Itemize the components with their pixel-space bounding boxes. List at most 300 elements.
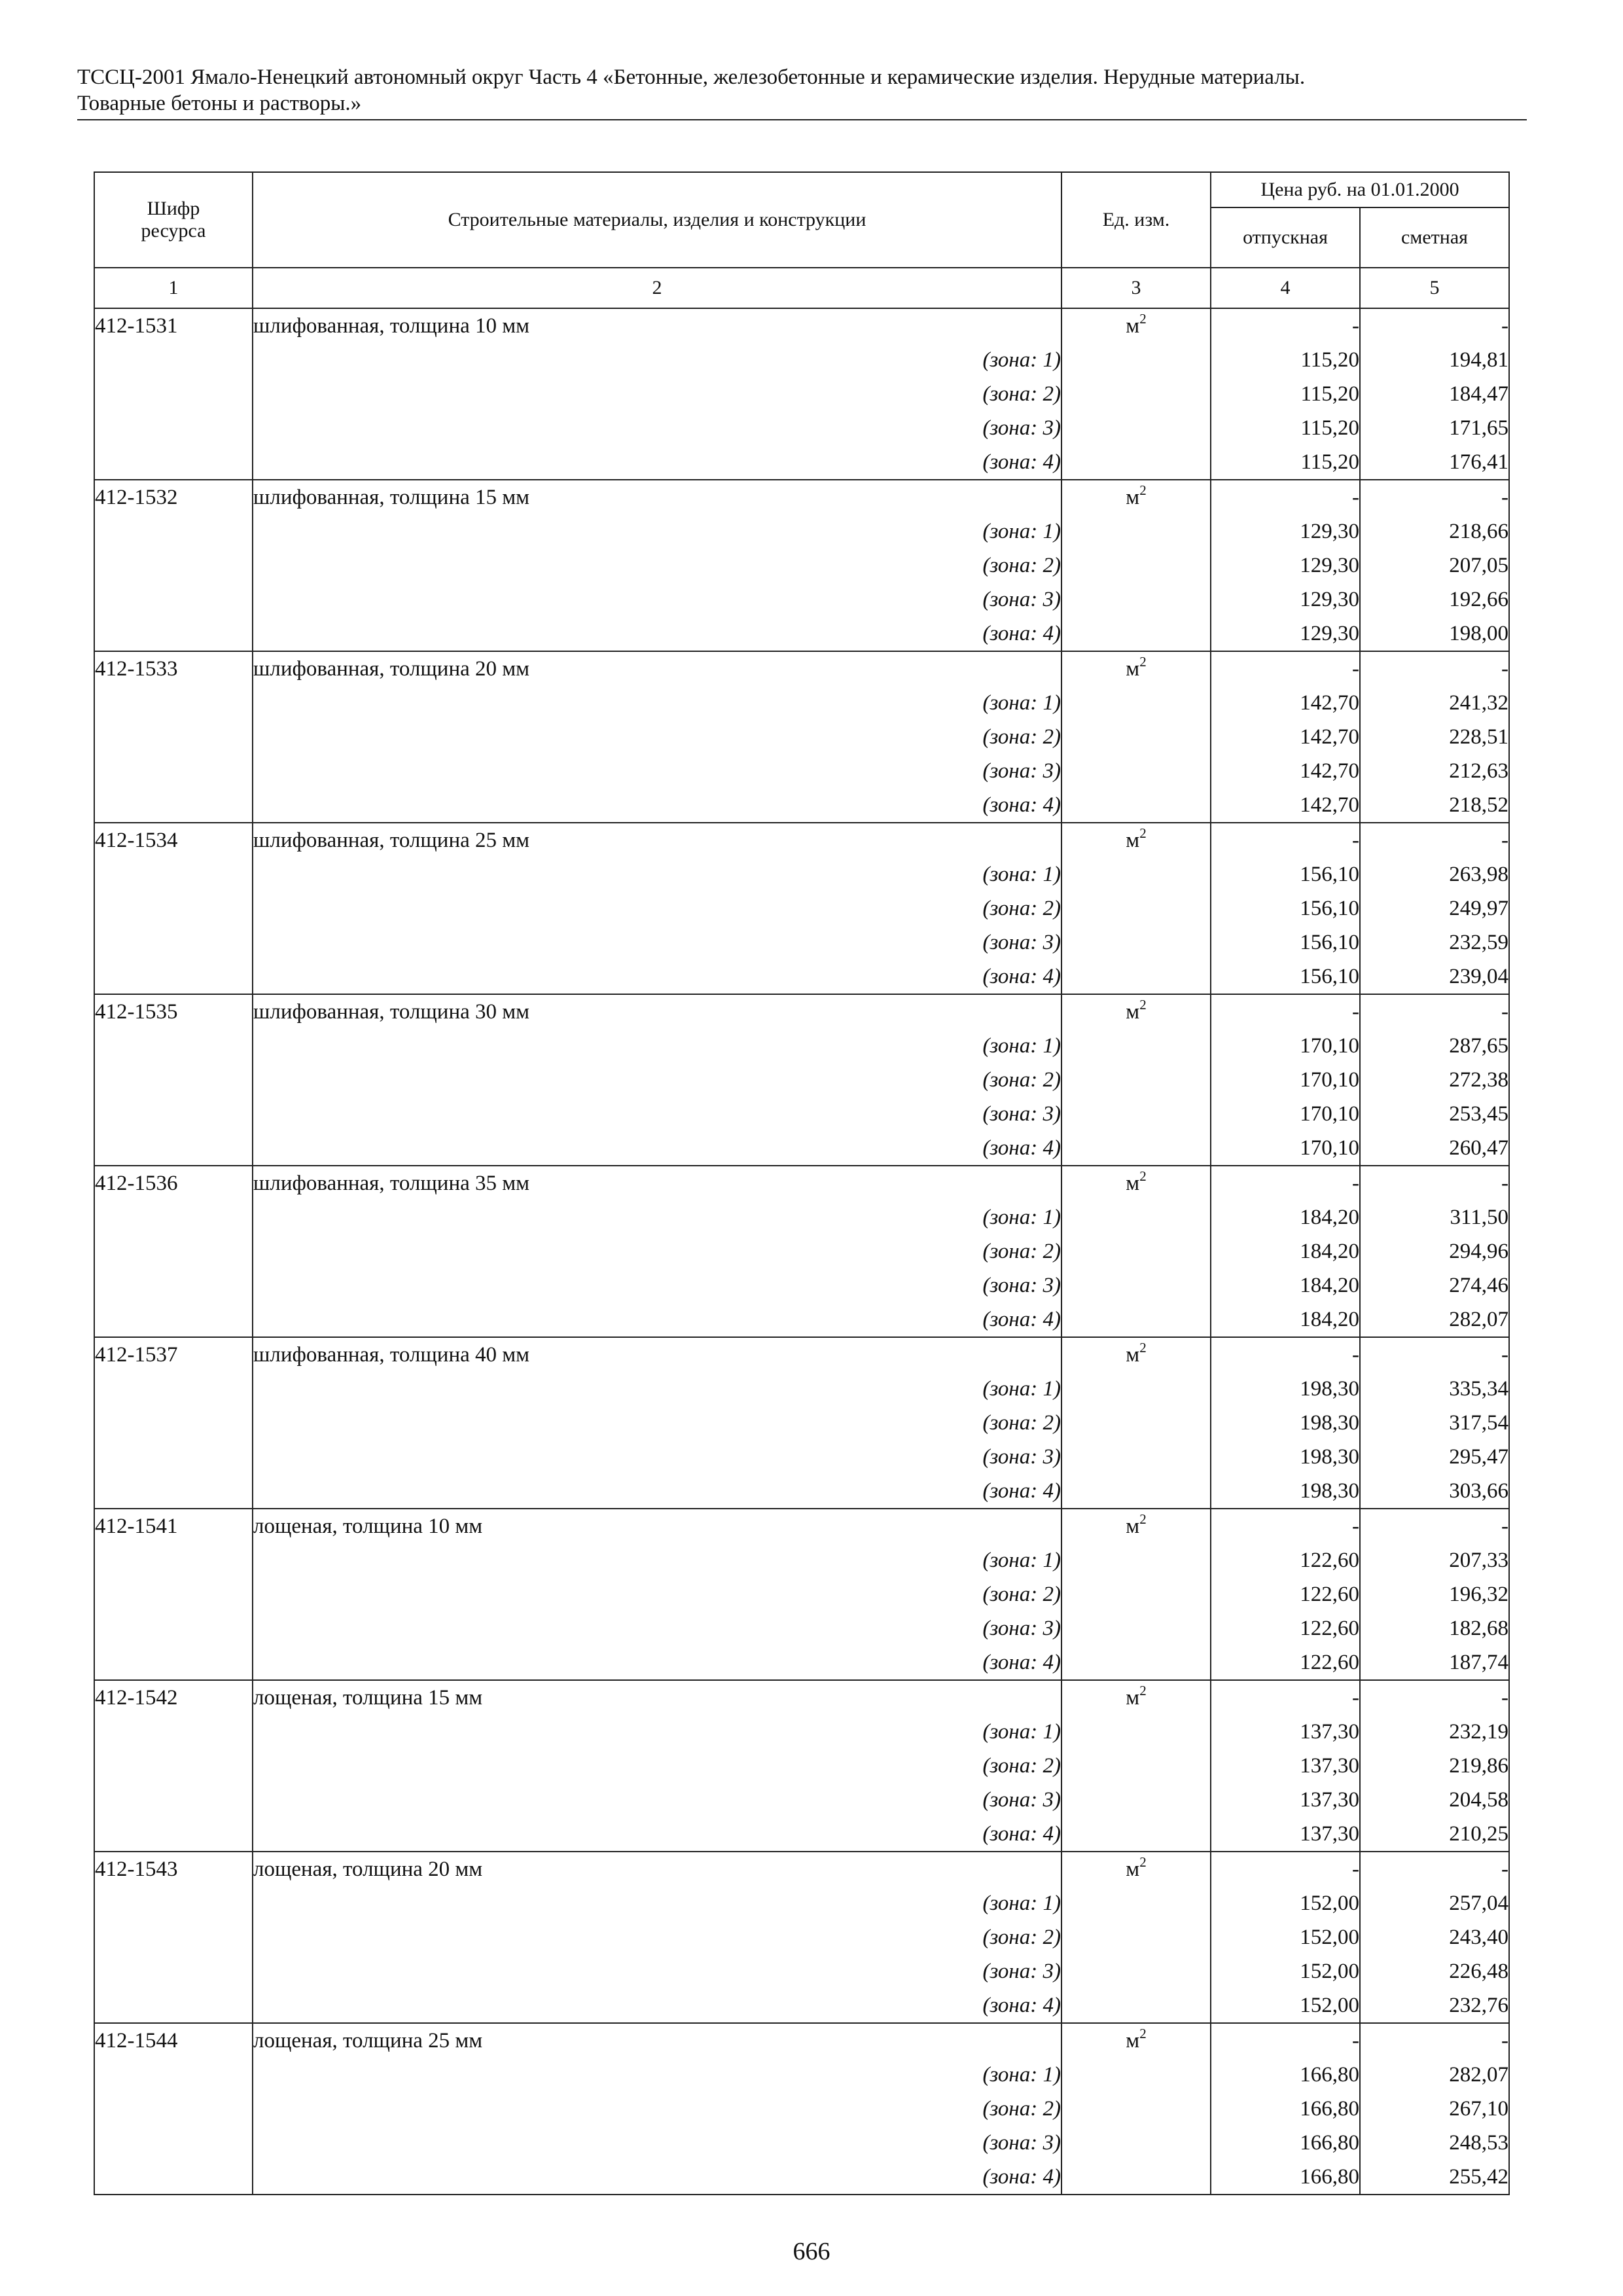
zone-label: (зона: 3) (253, 754, 1061, 788)
estimate-price: 232,19 (1360, 1715, 1509, 1749)
release-price: 184,20 (1211, 1302, 1360, 1337)
resource-code: 412-1533 (94, 651, 253, 686)
estimate-price: 257,04 (1360, 1886, 1509, 1920)
zone-label: (зона: 4) (253, 1131, 1061, 1166)
release-price: 115,20 (1211, 343, 1360, 377)
empty-cell (1061, 754, 1211, 788)
estimate-price: 303,66 (1360, 1474, 1509, 1509)
estimate-price: 260,47 (1360, 1131, 1509, 1166)
zone-row (94, 1234, 1509, 1268)
zone-row (94, 1954, 1509, 1988)
col-number: 1 (94, 268, 253, 308)
release-price: 122,60 (1211, 1577, 1360, 1611)
estimate-price: 196,32 (1360, 1577, 1509, 1611)
empty-cell (94, 686, 253, 720)
empty-cell (94, 1783, 253, 1817)
zone-label: (зона: 2) (253, 2092, 1061, 2126)
empty-cell (94, 1920, 253, 1954)
header-line-2: Товарные бетоны и растворы.» (77, 92, 362, 115)
empty-cell (1061, 788, 1211, 823)
zone-row (94, 2058, 1509, 2092)
empty-cell (1061, 960, 1211, 994)
empty-cell (94, 1372, 253, 1406)
zone-label: (зона: 3) (253, 1097, 1061, 1131)
empty-cell (94, 617, 253, 651)
page-number: 666 (793, 2238, 830, 2265)
release-price: 152,00 (1211, 1920, 1360, 1954)
estimate-price: 267,10 (1360, 2092, 1509, 2126)
release-price: - (1211, 1852, 1360, 1886)
zone-row (94, 1302, 1509, 1337)
zone-row (94, 1406, 1509, 1440)
estimate-price: - (1360, 1509, 1509, 1543)
zone-label: (зона: 2) (253, 891, 1061, 925)
zone-label: (зона: 1) (253, 2058, 1061, 2092)
empty-cell (1061, 2126, 1211, 2160)
zone-row (94, 1988, 1509, 2023)
estimate-price: - (1360, 308, 1509, 343)
table-row (94, 994, 1509, 1029)
material-name: шлифованная, толщина 35 мм (253, 1166, 1061, 1200)
zone-row (94, 1063, 1509, 1097)
zone-label: (зона: 1) (253, 686, 1061, 720)
zone-label: (зона: 4) (253, 445, 1061, 480)
table-row (94, 1680, 1509, 1715)
empty-cell (1061, 1200, 1211, 1234)
release-price: 166,80 (1211, 2126, 1360, 2160)
empty-cell (1061, 1817, 1211, 1852)
unit-text: м (1126, 657, 1140, 681)
empty-cell (94, 445, 253, 480)
empty-cell (94, 1988, 253, 2023)
empty-cell (94, 925, 253, 960)
zone-label: (зона: 2) (253, 1234, 1061, 1268)
zone-row (94, 1611, 1509, 1645)
estimate-price: 218,66 (1360, 514, 1509, 548)
zone-row (94, 925, 1509, 960)
empty-cell (1061, 514, 1211, 548)
zone-label: (зона: 1) (253, 343, 1061, 377)
zone-row (94, 548, 1509, 583)
release-price: 170,10 (1211, 1131, 1360, 1166)
release-price: 129,30 (1211, 617, 1360, 651)
unit-text: м (1126, 314, 1140, 338)
empty-cell (1061, 1029, 1211, 1063)
col-number: 2 (253, 268, 1061, 308)
zone-row (94, 686, 1509, 720)
estimate-price: - (1360, 1337, 1509, 1372)
estimate-price: 219,86 (1360, 1749, 1509, 1783)
zone-row (94, 1577, 1509, 1611)
estimate-price: 182,68 (1360, 1611, 1509, 1645)
estimate-price: 248,53 (1360, 2126, 1509, 2160)
zone-label: (зона: 1) (253, 514, 1061, 548)
zone-row (94, 2160, 1509, 2195)
empty-cell (94, 1645, 253, 1680)
release-price: 170,10 (1211, 1097, 1360, 1131)
zone-row (94, 1645, 1509, 1680)
zone-label: (зона: 4) (253, 960, 1061, 994)
release-price: 137,30 (1211, 1817, 1360, 1852)
zone-row (94, 445, 1509, 480)
empty-cell (1061, 343, 1211, 377)
empty-cell (1061, 1543, 1211, 1577)
empty-cell (1061, 1372, 1211, 1406)
empty-cell (1061, 1268, 1211, 1302)
table-body (94, 308, 1509, 2195)
release-price: 122,60 (1211, 1611, 1360, 1645)
estimate-price: 171,65 (1360, 411, 1509, 445)
zone-row (94, 583, 1509, 617)
unit-cell (1061, 2023, 1211, 2058)
empty-cell (1061, 1783, 1211, 1817)
material-name: лощеная, толщина 10 мм (253, 1509, 1061, 1543)
page-header (77, 64, 1527, 120)
estimate-price: 241,32 (1360, 686, 1509, 720)
unit-superscript: 2 (1139, 1854, 1147, 1870)
estimate-price: - (1360, 1680, 1509, 1715)
release-price: 198,30 (1211, 1474, 1360, 1509)
empty-cell (1061, 411, 1211, 445)
material-name: шлифованная, толщина 30 мм (253, 994, 1061, 1029)
empty-cell (1061, 548, 1211, 583)
empty-cell (94, 857, 253, 891)
col-header-estimate: сметная (1360, 207, 1509, 268)
empty-cell (1061, 1234, 1211, 1268)
zone-label: (зона: 4) (253, 1988, 1061, 2023)
empty-cell (1061, 1611, 1211, 1645)
release-price: 156,10 (1211, 925, 1360, 960)
table-row (94, 308, 1509, 343)
unit-superscript: 2 (1139, 311, 1147, 327)
release-price: 115,20 (1211, 377, 1360, 411)
estimate-price: 198,00 (1360, 617, 1509, 651)
release-price: 142,70 (1211, 686, 1360, 720)
zone-row (94, 1783, 1509, 1817)
resource-code: 412-1536 (94, 1166, 253, 1200)
table-row (94, 823, 1509, 857)
zone-label: (зона: 2) (253, 377, 1061, 411)
empty-cell (94, 1268, 253, 1302)
zone-row (94, 857, 1509, 891)
estimate-price: - (1360, 823, 1509, 857)
unit-cell (1061, 823, 1211, 857)
empty-cell (1061, 583, 1211, 617)
estimate-price: 239,04 (1360, 960, 1509, 994)
empty-cell (94, 1440, 253, 1474)
zone-row (94, 1131, 1509, 1166)
empty-cell (1061, 1715, 1211, 1749)
zone-label: (зона: 2) (253, 720, 1061, 754)
estimate-price: 253,45 (1360, 1097, 1509, 1131)
empty-cell (1061, 1474, 1211, 1509)
empty-cell (94, 1063, 253, 1097)
material-name: шлифованная, толщина 25 мм (253, 823, 1061, 857)
estimate-price: 226,48 (1360, 1954, 1509, 1988)
release-price: 152,00 (1211, 1988, 1360, 2023)
zone-label: (зона: 3) (253, 1954, 1061, 1988)
empty-cell (94, 2092, 253, 2126)
release-price: - (1211, 2023, 1360, 2058)
zone-row (94, 1029, 1509, 1063)
release-price: 166,80 (1211, 2160, 1360, 2195)
zone-label: (зона: 4) (253, 1817, 1061, 1852)
zone-row (94, 720, 1509, 754)
empty-cell (94, 1954, 253, 1988)
col-number: 4 (1211, 268, 1360, 308)
empty-cell (1061, 2160, 1211, 2195)
material-name: лощеная, толщина 15 мм (253, 1680, 1061, 1715)
resource-code: 412-1535 (94, 994, 253, 1029)
empty-cell (94, 1200, 253, 1234)
empty-cell (1061, 1920, 1211, 1954)
release-price: - (1211, 1166, 1360, 1200)
zone-row (94, 1543, 1509, 1577)
empty-cell (1061, 1954, 1211, 1988)
empty-cell (94, 548, 253, 583)
zone-row (94, 617, 1509, 651)
empty-cell (1061, 1577, 1211, 1611)
resource-code: 412-1531 (94, 308, 253, 343)
resource-code: 412-1544 (94, 2023, 253, 2058)
release-price: - (1211, 994, 1360, 1029)
zone-label: (зона: 4) (253, 2160, 1061, 2195)
col-header-release: отпускная (1211, 207, 1360, 268)
empty-cell (94, 1097, 253, 1131)
estimate-price: - (1360, 1852, 1509, 1886)
empty-cell (94, 1817, 253, 1852)
estimate-price: - (1360, 2023, 1509, 2058)
unit-cell (1061, 994, 1211, 1029)
zone-row (94, 1749, 1509, 1783)
estimate-price: - (1360, 651, 1509, 686)
zone-row (94, 788, 1509, 823)
empty-cell (94, 411, 253, 445)
zone-label: (зона: 1) (253, 857, 1061, 891)
empty-cell (94, 1474, 253, 1509)
zone-row (94, 1097, 1509, 1131)
empty-cell (94, 1234, 253, 1268)
zone-label: (зона: 3) (253, 1611, 1061, 1645)
release-price: 137,30 (1211, 1783, 1360, 1817)
empty-cell (1061, 1097, 1211, 1131)
empty-cell (94, 343, 253, 377)
unit-superscript: 2 (1139, 1683, 1147, 1698)
unit-text: м (1126, 2029, 1140, 2053)
unit-cell (1061, 1852, 1211, 1886)
material-name: шлифованная, толщина 10 мм (253, 308, 1061, 343)
release-price: 142,70 (1211, 720, 1360, 754)
empty-cell (94, 788, 253, 823)
estimate-price: - (1360, 994, 1509, 1029)
zone-label: (зона: 3) (253, 583, 1061, 617)
col-header-price: Цена руб. на 01.01.2000 (1211, 172, 1509, 207)
estimate-price: 255,42 (1360, 2160, 1509, 2195)
zone-label: (зона: 4) (253, 1645, 1061, 1680)
estimate-price: 287,65 (1360, 1029, 1509, 1063)
release-price: - (1211, 1337, 1360, 1372)
zone-row (94, 1372, 1509, 1406)
header-line-1: ТССЦ-2001 Ямало-Ненецкий автономный округ Часть 4 «Бетонные, железобетонные и керамические изделия. Нерудные материалы. (77, 65, 1306, 89)
resource-code: 412-1534 (94, 823, 253, 857)
zone-label: (зона: 3) (253, 1783, 1061, 1817)
resource-code: 412-1541 (94, 1509, 253, 1543)
unit-cell (1061, 1509, 1211, 1543)
estimate-price: 176,41 (1360, 445, 1509, 480)
empty-cell (1061, 720, 1211, 754)
estimate-price: 282,07 (1360, 2058, 1509, 2092)
zone-row (94, 1920, 1509, 1954)
empty-cell (94, 583, 253, 617)
zone-label: (зона: 2) (253, 1406, 1061, 1440)
zone-label: (зона: 2) (253, 1920, 1061, 1954)
empty-cell (1061, 377, 1211, 411)
estimate-price: 317,54 (1360, 1406, 1509, 1440)
zone-label: (зона: 3) (253, 411, 1061, 445)
zone-row (94, 1715, 1509, 1749)
zone-label: (зона: 3) (253, 2126, 1061, 2160)
empty-cell (94, 2126, 253, 2160)
estimate-price: 184,47 (1360, 377, 1509, 411)
unit-superscript: 2 (1139, 997, 1147, 1013)
table-row (94, 1337, 1509, 1372)
release-price: 115,20 (1211, 445, 1360, 480)
estimate-price: 204,58 (1360, 1783, 1509, 1817)
empty-cell (1061, 2058, 1211, 2092)
release-price: 152,00 (1211, 1886, 1360, 1920)
release-price: 156,10 (1211, 960, 1360, 994)
table-row (94, 1509, 1509, 1543)
estimate-price: 207,05 (1360, 548, 1509, 583)
estimate-price: 228,51 (1360, 720, 1509, 754)
empty-cell (1061, 1302, 1211, 1337)
col-header-unit: Ед. изм. (1061, 172, 1211, 268)
estimate-price: 210,25 (1360, 1817, 1509, 1852)
zone-label: (зона: 1) (253, 1543, 1061, 1577)
release-price: - (1211, 480, 1360, 514)
zone-row (94, 1440, 1509, 1474)
unit-cell (1061, 651, 1211, 686)
estimate-price: 232,59 (1360, 925, 1509, 960)
zone-label: (зона: 1) (253, 1029, 1061, 1063)
table-row (94, 1852, 1509, 1886)
zone-label: (зона: 2) (253, 1063, 1061, 1097)
zone-row (94, 1268, 1509, 1302)
zone-label: (зона: 2) (253, 1577, 1061, 1611)
material-name: шлифованная, толщина 15 мм (253, 480, 1061, 514)
estimate-price: 194,81 (1360, 343, 1509, 377)
zone-label: (зона: 1) (253, 1715, 1061, 1749)
empty-cell (1061, 1988, 1211, 2023)
release-price: 170,10 (1211, 1063, 1360, 1097)
release-price: 170,10 (1211, 1029, 1360, 1063)
release-price: 137,30 (1211, 1749, 1360, 1783)
release-price: 166,80 (1211, 2058, 1360, 2092)
zone-row (94, 2126, 1509, 2160)
unit-cell (1061, 308, 1211, 343)
estimate-price: 274,46 (1360, 1268, 1509, 1302)
empty-cell (94, 1543, 253, 1577)
estimate-price: 232,76 (1360, 1988, 1509, 2023)
release-price: 137,30 (1211, 1715, 1360, 1749)
release-price: - (1211, 1680, 1360, 1715)
empty-cell (94, 2058, 253, 2092)
unit-cell (1061, 480, 1211, 514)
resource-code: 412-1543 (94, 1852, 253, 1886)
empty-cell (1061, 2092, 1211, 2126)
estimate-price: - (1360, 480, 1509, 514)
empty-cell (1061, 445, 1211, 480)
release-price: 184,20 (1211, 1200, 1360, 1234)
release-price: 142,70 (1211, 788, 1360, 823)
empty-cell (94, 1302, 253, 1337)
material-name: лощеная, толщина 20 мм (253, 1852, 1061, 1886)
unit-text: м (1126, 829, 1140, 852)
release-price: 156,10 (1211, 891, 1360, 925)
unit-text: м (1126, 1857, 1140, 1881)
empty-cell (94, 1406, 253, 1440)
estimate-price: 212,63 (1360, 754, 1509, 788)
unit-superscript: 2 (1139, 825, 1147, 841)
col-header-code: Шифр ресурса (94, 172, 253, 268)
empty-cell (94, 1715, 253, 1749)
empty-cell (94, 891, 253, 925)
unit-text: м (1126, 1172, 1140, 1195)
zone-row (94, 891, 1509, 925)
estimate-price: 207,33 (1360, 1543, 1509, 1577)
zone-row (94, 754, 1509, 788)
empty-cell (94, 514, 253, 548)
col-header-name: Строительные материалы, изделия и конструкции (253, 172, 1061, 268)
estimate-price: 282,07 (1360, 1302, 1509, 1337)
estimate-price: 295,47 (1360, 1440, 1509, 1474)
release-price: - (1211, 1509, 1360, 1543)
zone-label: (зона: 2) (253, 1749, 1061, 1783)
zone-row (94, 411, 1509, 445)
empty-cell (1061, 686, 1211, 720)
empty-cell (94, 754, 253, 788)
price-table (94, 171, 1510, 2195)
empty-cell (94, 1577, 253, 1611)
table-row (94, 1166, 1509, 1200)
release-price: 129,30 (1211, 548, 1360, 583)
table-row (94, 480, 1509, 514)
estimate-price: 249,97 (1360, 891, 1509, 925)
empty-cell (1061, 1440, 1211, 1474)
unit-superscript: 2 (1139, 1168, 1147, 1184)
zone-label: (зона: 2) (253, 548, 1061, 583)
empty-cell (94, 1029, 253, 1063)
estimate-price: 263,98 (1360, 857, 1509, 891)
release-price: 198,30 (1211, 1372, 1360, 1406)
empty-cell (1061, 1645, 1211, 1680)
unit-text: м (1126, 1515, 1140, 1538)
zone-label: (зона: 4) (253, 1474, 1061, 1509)
empty-cell (94, 720, 253, 754)
release-price: 115,20 (1211, 411, 1360, 445)
unit-cell (1061, 1166, 1211, 1200)
estimate-price: 192,66 (1360, 583, 1509, 617)
zone-row (94, 2092, 1509, 2126)
zone-label: (зона: 4) (253, 1302, 1061, 1337)
empty-cell (94, 960, 253, 994)
zone-row (94, 1200, 1509, 1234)
unit-superscript: 2 (1139, 654, 1147, 670)
release-price: - (1211, 651, 1360, 686)
material-name: лощеная, толщина 25 мм (253, 2023, 1061, 2058)
release-price: 156,10 (1211, 857, 1360, 891)
unit-text: м (1126, 1686, 1140, 1710)
